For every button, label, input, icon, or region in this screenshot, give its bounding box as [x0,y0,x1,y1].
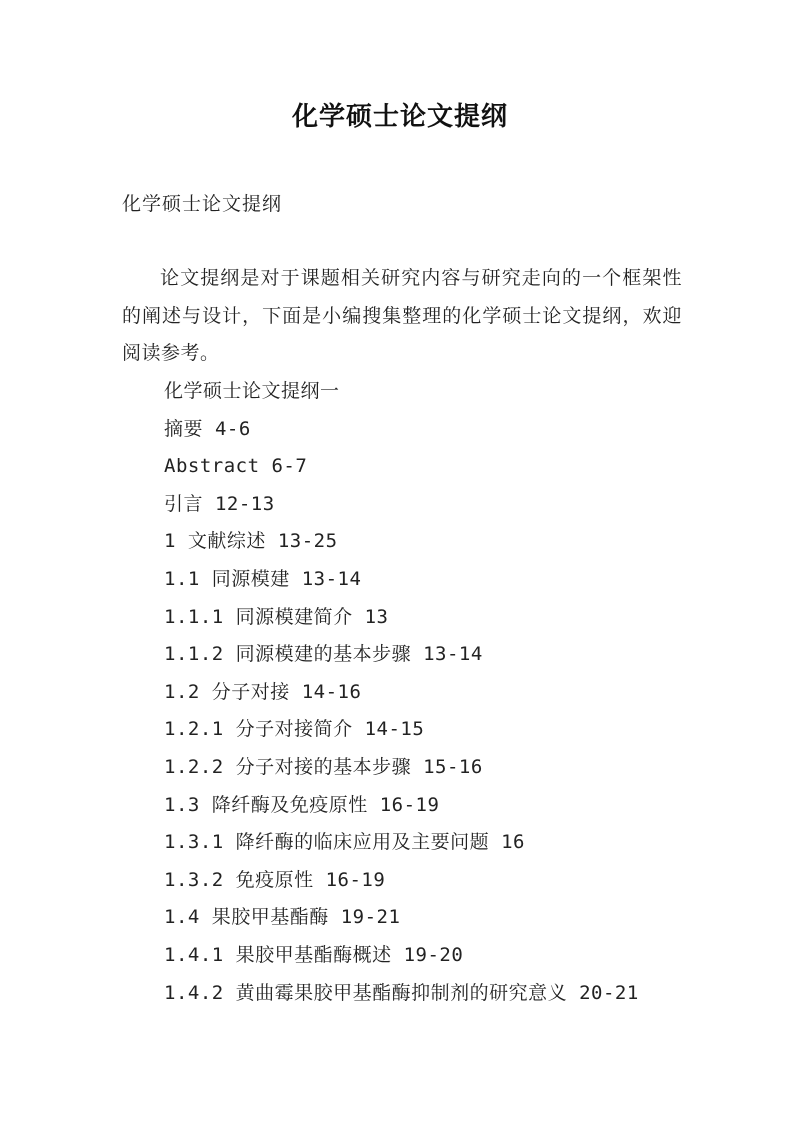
outline-item: 1.1.1 同源模建简介 13 [164,605,389,628]
outline-list [164,373,639,1012]
outline-item: 1.3 降纤酶及免疫原性 16-19 [164,793,440,816]
outline-item: 1.3.2 免疫原性 16-19 [164,868,386,891]
outline-item: 1.1 同源模建 13-14 [164,567,362,590]
outline-item: 1.2 分子对接 14-16 [164,680,362,703]
document-subtitle: 化学硕士论文提纲 [122,193,283,215]
outline-item: 1.4.1 果胶甲基酯酶概述 19-20 [164,943,464,966]
outline-item: 引言 12-13 [164,492,275,515]
outline-item: 1.4.2 黄曲霉果胶甲基酯酶抑制剂的研究意义 20-21 [164,981,639,1004]
outline-heading: 化学硕士论文提纲一 [164,380,340,402]
outline-item: 1.4 果胶甲基酯酶 19-21 [164,906,401,929]
outline-item: 1.2.2 分子对接的基本步骤 15-16 [164,755,483,778]
outline-item: 1.2.1 分子对接简介 14-15 [164,718,425,741]
outline-item: 摘要 4-6 [164,417,251,440]
outline-item: 1.1.2 同源模建的基本步骤 13-14 [164,643,483,666]
outline-item: 1 文献综述 13-25 [164,530,338,553]
document-title: 化学硕士论文提纲 [291,102,508,132]
outline-item: 1.3.1 降纤酶的临床应用及主要问题 16 [164,831,525,854]
intro-paragraph: 论文提纲是对于课题相关研究内容与研究走向的一个框架性的阐述与设计，下面是小编搜集整理的化学硕士论文提纲，欢迎阅读参考。 [122,267,682,364]
outline-item: Abstract 6-7 [164,455,308,478]
